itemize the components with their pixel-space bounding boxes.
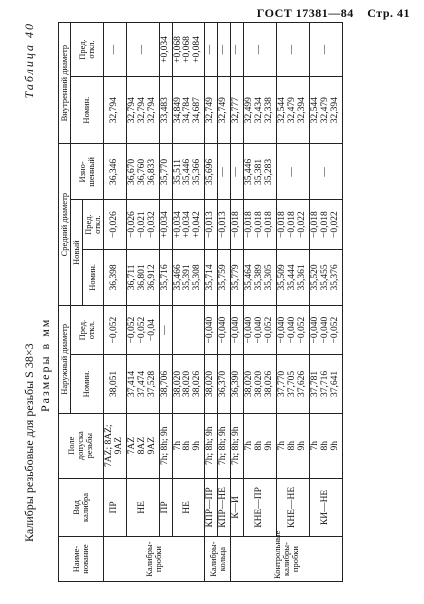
table-row xyxy=(310,23,343,582)
cell-inner-dev: — xyxy=(126,23,159,77)
cell-outer-nom: 38,020 xyxy=(205,355,218,413)
cell-outer-dev: −0,040 −0,040 −0,052 xyxy=(244,305,277,354)
cell-middle-worn: 35,770 xyxy=(159,144,172,200)
cell-kind: НЕ xyxy=(126,478,159,536)
col-middle: Средний диаметр xyxy=(59,144,71,306)
cell-middle-dev: −0,018 xyxy=(231,200,244,249)
cell-inner-dev: — xyxy=(231,23,244,77)
col-outer-nom: Номин. xyxy=(70,355,103,413)
cell-middle-nom: 35,759 xyxy=(218,249,231,305)
cell-kind: НЕ xyxy=(172,478,205,536)
table-caption: Калибры резьбовые для резьбы S 38×3 xyxy=(22,343,36,542)
cell-middle-worn: 36,346 xyxy=(103,144,126,200)
cell-kind: КПР—НЕ xyxy=(218,478,231,536)
cell-middle-dev: −0,026 −0,021 −0,032 xyxy=(126,200,159,249)
cell-outer-dev: — xyxy=(159,305,172,354)
cell-outer-dev: −0,040 −0,040 −0,052 xyxy=(310,305,343,354)
group-label: Контрольные калибры-пробки xyxy=(231,537,343,582)
cell-middle-worn: 36,670 36,760 36,833 xyxy=(126,144,159,200)
cell-middle-dev: −0,013 xyxy=(218,200,231,249)
cell-inner-dev: — xyxy=(244,23,277,77)
cell-middle-dev: −0,018 −0,018 −0,022 xyxy=(310,200,343,249)
cell-field: 7h 8h 9h xyxy=(172,413,205,478)
page-header xyxy=(257,6,410,21)
group-label: Калибры- кольца xyxy=(205,537,231,582)
table-row xyxy=(277,23,310,582)
cell-inner-dev: — xyxy=(277,23,310,77)
cell-middle-dev: +0,034 xyxy=(159,200,172,249)
cell-field: 7h; 8h; 9h xyxy=(159,413,172,478)
table-row xyxy=(172,23,205,582)
cell-inner-nom: 34,849 34,784 34,687 xyxy=(172,76,205,143)
cell-outer-dev: −0,040 −0,040 −0,052 xyxy=(277,305,310,354)
table-row xyxy=(218,23,231,582)
col-middle-dev: Пред. откл. xyxy=(82,200,103,249)
cell-outer-dev: −0,052 −0,052 −0,04 xyxy=(126,305,159,354)
cell-outer-nom: 38,020 38,020 38,026 xyxy=(172,355,205,413)
cell-middle-nom: 35,716 xyxy=(159,249,172,305)
cell-kind: ПР xyxy=(103,478,126,536)
cell-kind: КПР—ПР xyxy=(205,478,218,536)
cell-inner-dev: +0,034 xyxy=(159,23,172,77)
cell-middle-nom: 35,509 35,444 35,361 xyxy=(277,249,310,305)
cell-middle-nom: 35,714 xyxy=(205,249,218,305)
cell-middle-worn: — xyxy=(277,144,310,200)
cell-inner-nom: 32,749 xyxy=(218,76,231,143)
cell-outer-nom: 38,020 38,020 38,026 xyxy=(244,355,277,413)
cell-inner-dev: — xyxy=(310,23,343,77)
cell-middle-dev: −0,018 −0,018 −0,022 xyxy=(277,200,310,249)
cell-outer-dev: −0,040 xyxy=(231,305,244,354)
table-row xyxy=(103,23,126,582)
col-field: Поле допуска резьбы xyxy=(59,413,104,478)
cell-inner-nom: 32,794 32,794 32,794 xyxy=(126,76,159,143)
cell-middle-dev: −0,018 −0,018 −0,018 xyxy=(244,200,277,249)
col-kind: Вид калибра xyxy=(59,478,104,536)
col-inner: Внутренний диаметр xyxy=(59,23,71,144)
cell-inner-nom: 32,544 32,479 32,394 xyxy=(277,76,310,143)
cell-middle-worn: 35,446 35,381 35,283 xyxy=(244,144,277,200)
cell-middle-nom: 35,520 35,455 35,376 xyxy=(310,249,343,305)
gauge-table xyxy=(58,22,343,582)
cell-inner-dev: — xyxy=(205,23,218,77)
table-row xyxy=(231,23,244,582)
cell-kind: ПР xyxy=(159,478,172,536)
cell-inner-nom: 32,499 32,434 32,338 xyxy=(244,76,277,143)
col-middle-nom: Номин. xyxy=(82,249,103,305)
cell-inner-nom: 32,544 32,479 32,394 xyxy=(310,76,343,143)
table-row xyxy=(244,23,277,582)
col-outer: Наружный диаметр xyxy=(59,305,71,413)
cell-middle-worn: 35,696 xyxy=(205,144,218,200)
cell-inner-nom: 32,794 xyxy=(103,76,126,143)
cell-outer-dev: −0,052 xyxy=(103,305,126,354)
cell-middle-worn: — xyxy=(231,144,244,200)
col-inner-nom: Номин. xyxy=(70,76,103,143)
cell-middle-dev: +0,034 +0,034 +0,042 xyxy=(172,200,205,249)
col-middle-new: Новый xyxy=(70,200,82,305)
cell-middle-nom: 36,711 36,801 36,912 xyxy=(126,249,159,305)
cell-inner-dev: — xyxy=(218,23,231,77)
cell-outer-nom: 37,781 37,716 37,641 xyxy=(310,355,343,413)
table-row xyxy=(205,23,218,582)
table-body xyxy=(103,23,342,582)
cell-inner-dev: +0,068 +0,068 +0,084 xyxy=(172,23,205,77)
cell-field: 7h 8h 9h xyxy=(277,413,310,478)
cell-field: 7AZ 8AZ 9AZ xyxy=(126,413,159,478)
cell-kind: КИ—НЕ xyxy=(310,478,343,536)
cell-middle-worn: — xyxy=(310,144,343,200)
group-label: Калибры- пробки xyxy=(103,537,205,582)
cell-kind: КНЕ—ПР xyxy=(244,478,277,536)
cell-inner-nom: 32,749 xyxy=(205,76,218,143)
cell-outer-dev: −0,040 xyxy=(205,305,218,354)
cell-outer-dev xyxy=(172,305,205,354)
cell-kind: КНЕ—НЕ xyxy=(277,478,310,536)
cell-middle-nom: 35,464 35,389 35,305 xyxy=(244,249,277,305)
cell-field: 7h; 8h; 9h xyxy=(218,413,231,478)
cell-inner-nom: 33,483 xyxy=(159,76,172,143)
cell-outer-dev: −0,040 xyxy=(218,305,231,354)
rotated-table-block xyxy=(22,22,402,582)
cell-outer-nom: 36,390 xyxy=(231,355,244,413)
table-row xyxy=(159,23,172,582)
cell-field: 7h; 8h; 9h xyxy=(231,413,244,478)
col-outer-dev: Пред. откл. xyxy=(70,305,103,354)
cell-field: 7h 8h 9h xyxy=(244,413,277,478)
cell-outer-nom: 37,414 37,474 37,528 xyxy=(126,355,159,413)
cell-middle-nom: 36,398 xyxy=(103,249,126,305)
cell-field: 7AZ; 8AZ; 9AZ xyxy=(103,413,126,478)
cell-middle-nom: 35,779 xyxy=(231,249,244,305)
cell-middle-worn: 35,511 35,446 35,366 xyxy=(172,144,205,200)
col-middle-worn: Изно- шенный xyxy=(70,144,103,200)
col-inner-dev: Пред. откл. xyxy=(70,23,103,77)
cell-middle-dev: −0,013 xyxy=(205,200,218,249)
cell-kind: К—И xyxy=(231,478,244,536)
cell-middle-worn: — xyxy=(218,144,231,200)
cell-outer-nom: 38,706 xyxy=(159,355,172,413)
table-row xyxy=(126,23,159,582)
col-name: Наиме- нование xyxy=(59,537,104,582)
cell-inner-nom: 32,777 xyxy=(231,76,244,143)
cell-outer-nom: 36,370 xyxy=(218,355,231,413)
units-caption: Размеры в мм xyxy=(38,317,52,412)
cell-outer-nom: 38,051 xyxy=(103,355,126,413)
cell-field: 7h 8h 9h xyxy=(310,413,343,478)
cell-inner-dev: — xyxy=(103,23,126,77)
cell-outer-nom: 37,770 37,705 37,626 xyxy=(277,355,310,413)
cell-middle-nom: 35,466 35,391 35,308 xyxy=(172,249,205,305)
cell-middle-dev: −0,026 xyxy=(103,200,126,249)
gost-number: ГОСТ 17381—84 xyxy=(256,6,354,20)
page-number: Стр. 41 xyxy=(367,6,410,20)
table-number: Таблица 40 xyxy=(22,22,36,99)
cell-field: 7h; 8h; 9h xyxy=(205,413,218,478)
